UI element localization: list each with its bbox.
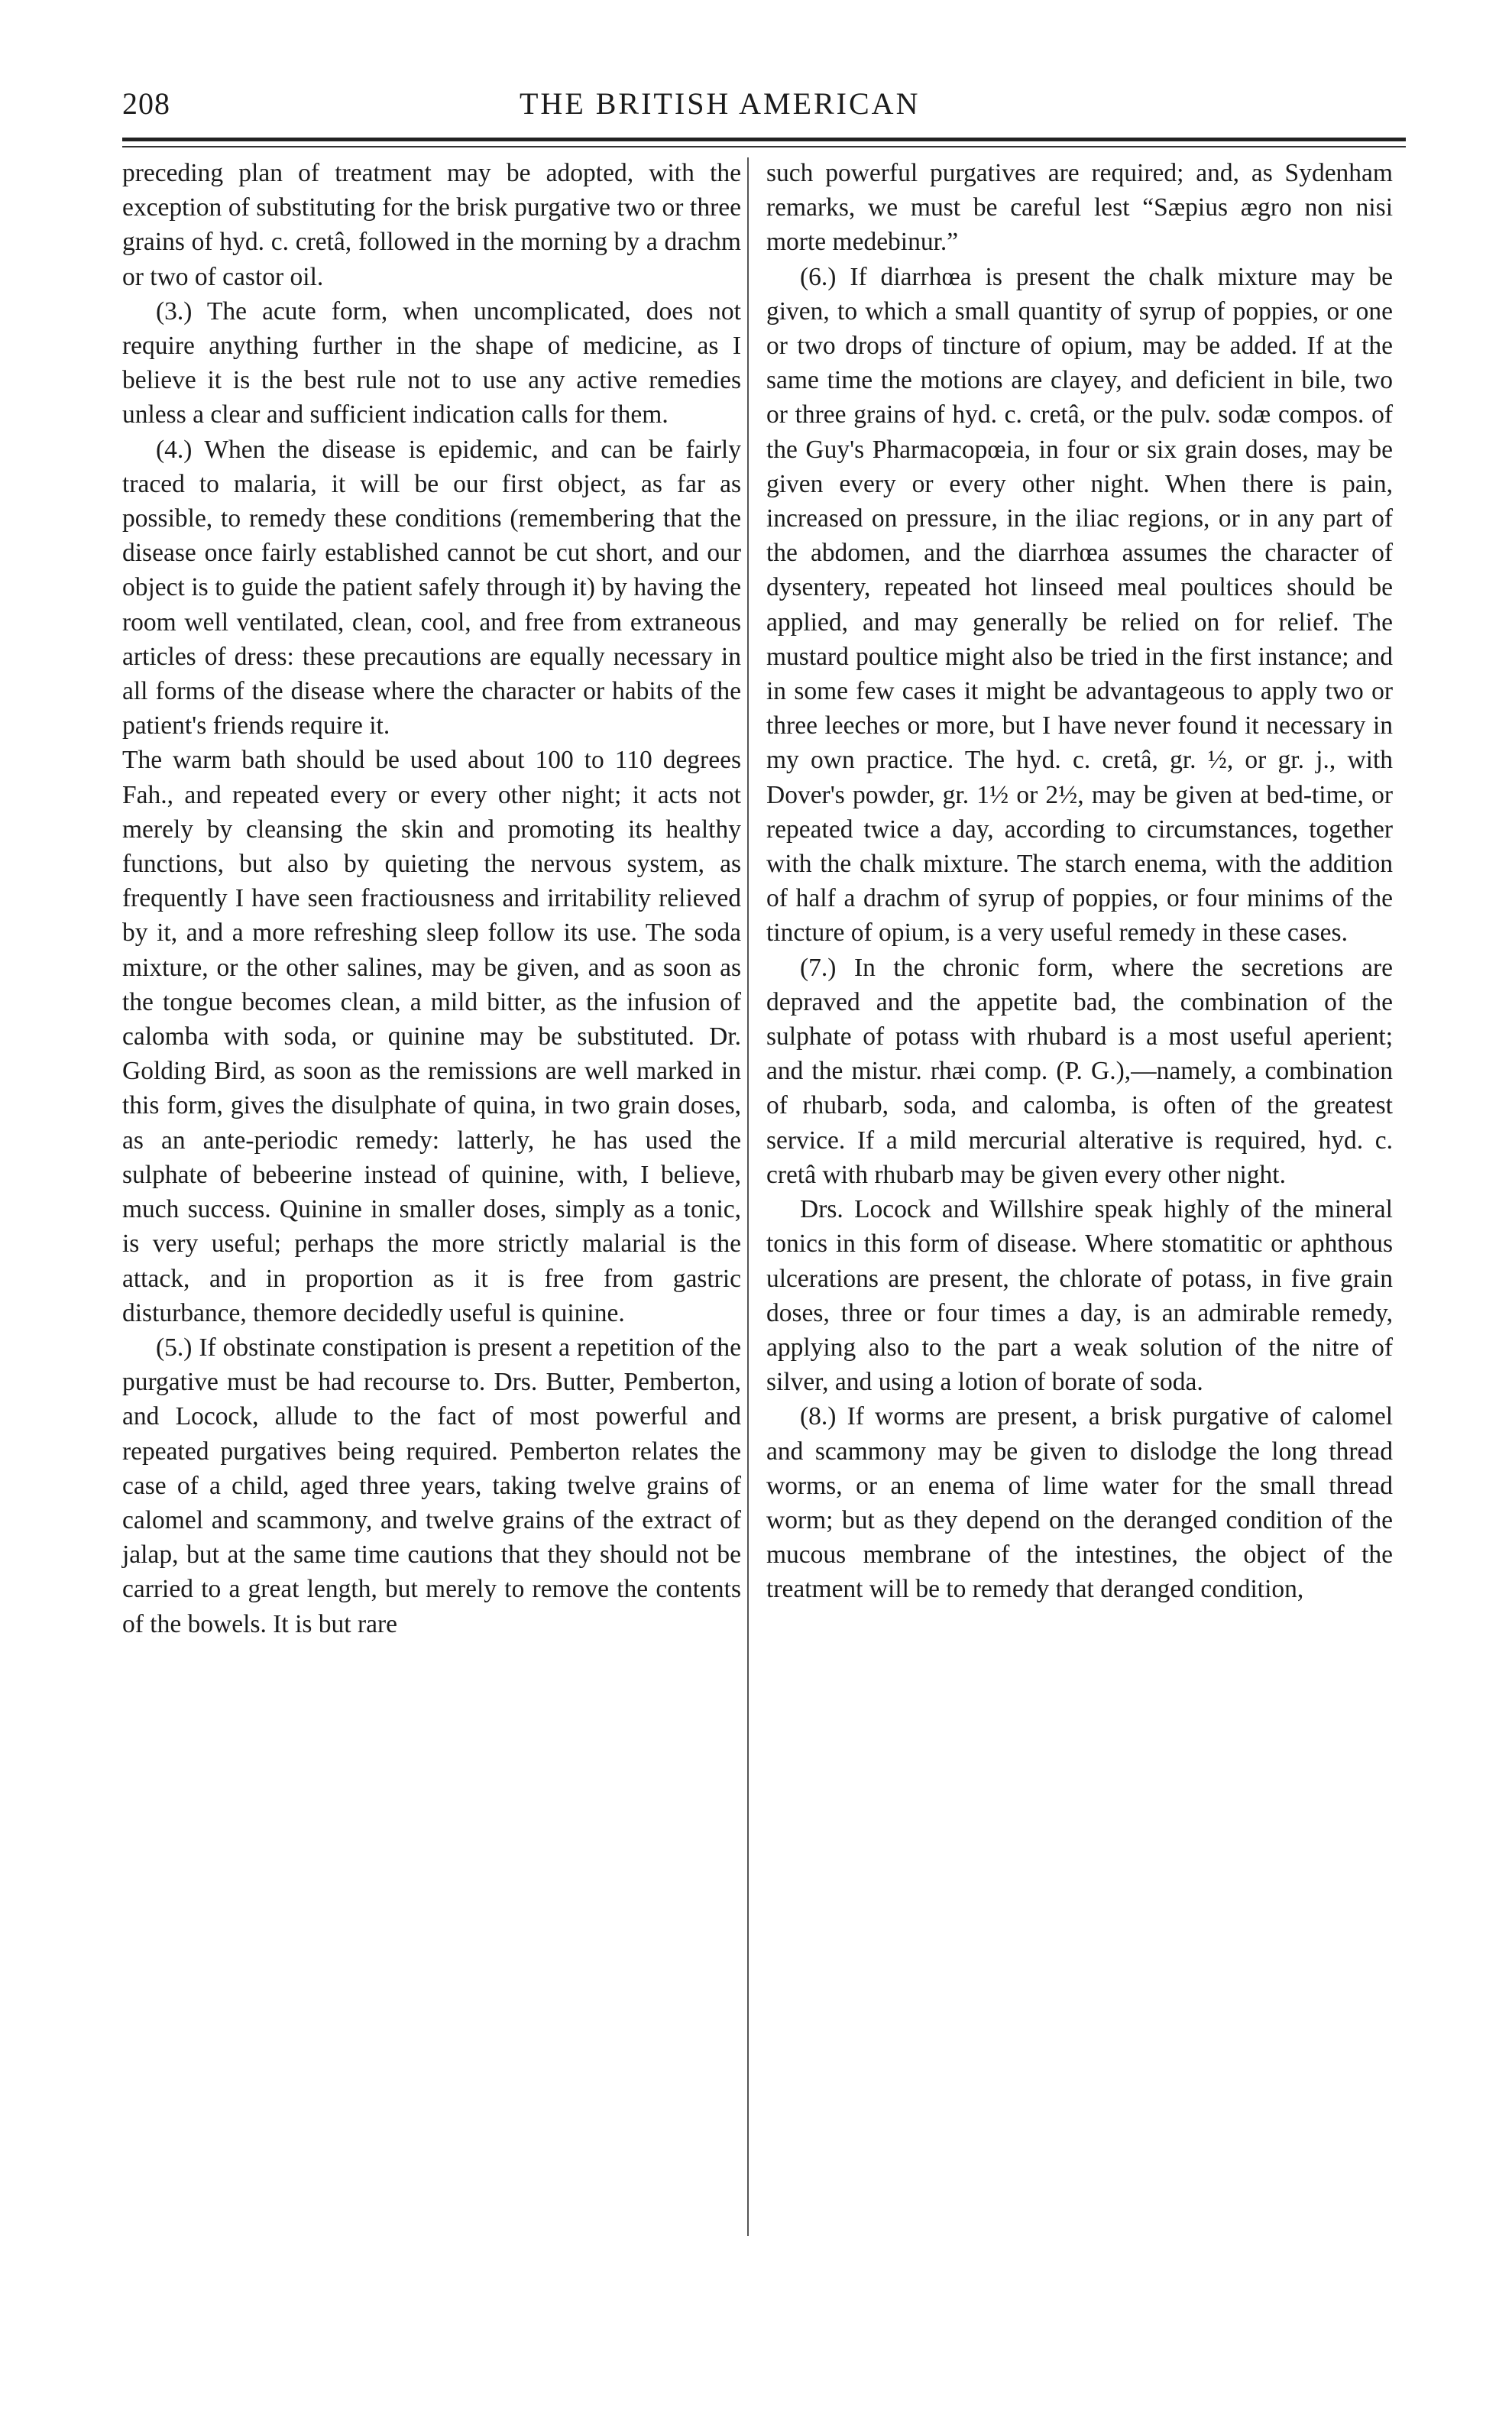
paragraph: (4.) When the disease is epidemic, and can be fairly traced to malaria, it will be our first object, as far as possible, to remedy these conditions (remembering that the disease once fairly established cannot be cut short, and our object is to guide the patient safely through it) by having the room well ventilated, clean, cool, and free from extraneous articles of dress: these precautions are equally necessary in all forms of the disease where the character or habits of the patient's friends require it. [122, 435, 741, 740]
left-column [122, 156, 741, 1641]
paragraph: (6.) If diarrhœa is present the chalk mixture may be given, to which a small quantity of syrup of poppies, or one or two drops of tincture of opium, may be added. If at the same time the motions are clayey, and deficient in bile, two or three grains of hyd. c. cretâ, or the pulv. sodæ compos. of the Guy's Pharmacopœia, in four or six grain doses, may be given every or every other night. When there is pain, increased on pressure, in the iliac regions, or in any part of the abdomen, and the diarrhœa assumes the character of dysentery, repeated hot linseed meal poultices should be applied, and may generally be relied on for relief. The mustard poultice might also be tried in the first instance; and in some few cases it might be advantageous to apply two or three leeches or more, but I have never found it necessary in my own practice. The hyd. c. cretâ, gr. ½, or gr. j., with Dover's powder, gr. 1½ or 2½, may be given at bed-time, or repeated twice a day, according to circumstances, together with the chalk mixture. The starch enema, with the addition of half a drachm of syrup of poppies, or four minims of the tincture of opium, is a very useful remedy in these cases. [766, 262, 1393, 948]
paragraph: (3.) The acute form, when uncomplicated, does not require anything further in the shape of medicine, as I believe it is the best rule not to use any active remedies unless a clear and sufficient indication calls for them. [122, 296, 741, 429]
paragraph: (7.) In the chronic form, where the secretions are depraved and the appetite bad, the combination of the sulphate of potass with rhubard is a most useful aperient; and the mistur. rhæi comp. (P. G.),—namely, a combination of rhubarb, soda, and calomba, is often of the greatest service. If a mild mercurial alterative is required, hyd. c. cretâ with rhubarb may be given every other night. [766, 953, 1393, 1189]
paragraph: (5.) If obstinate constipation is present a repetition of the purgative must be had recourse to. Drs. Butter, Pemberton, and Locock, allude to the fact of most powerful and repeated purgatives being required. Pemberton relates the case of a child, aged three years, taking twelve grains of calomel and scammony, and twelve grains of the extract of jalap, but at the same time cautions that they should not be carried to a great length, but merely to remove the contents of the bowels. It is but rare [122, 1333, 741, 1638]
column-divider [747, 157, 749, 2236]
running-head [122, 83, 1421, 128]
paragraph: (8.) If worms are present, a brisk purgative of calomel and scammony may be given to dislodge the long thread worms, or an enema of lime water for the small thread worm; but as they depend on the deranged condition of the mucous membrane of the intestines, the object of the treatment will be to remedy that deranged condition, [766, 1402, 1393, 1604]
header-rule-thick [122, 138, 1406, 141]
running-title: THE BRITISH AMERICAN [520, 86, 921, 121]
right-column [766, 156, 1393, 1607]
paragraph: preceding plan of treatment may be adopted, with the exception of substituting for the brisk purgative two or three grains of hyd. c. cretâ, followed in the morning by a drachm or two of castor oil. [122, 159, 741, 291]
page-number: 208 [122, 86, 170, 121]
paragraph: Drs. Locock and Willshire speak highly of the mineral tonics in this form of disease. Where stomatitic or aphthous ulcerations are present, the chlorate of potass, in five grain doses, three or four times a day, is an admirable remedy, applying also to the part a weak solution of the nitre of silver, and using a lotion of borate of soda. [766, 1195, 1393, 1397]
paragraph: The warm bath should be used about 100 to 110 degrees Fah., and repeated every or every other night; it acts not merely by cleansing the skin and promoting its healthy functions, but also by quieting the nervous system, as frequently I have seen fractiousness and irritability relieved by it, and a more refreshing sleep follow its use. The soda mixture, or the other salines, may be given, and as soon as the tongue becomes clean, a mild bitter, as the infusion of calomba with soda, or quinine may be substituted. Dr. Golding Bird, as soon as the remissions are well marked in this form, gives the disulphate of quina, in two grain doses, as an ante-periodic remedy: latterly, he has used the sulphate of bebeerine instead of quinine, with, I believe, much success. Quinine in smaller doses, simply as a tonic, is very useful; perhaps the more strictly malarial is the attack, and in proportion as it is free from gastric disturbance, themore decidedly useful is quinine. [122, 746, 741, 1327]
header-rule-thin [122, 146, 1406, 147]
paragraph: such powerful purgatives are required; and, as Sydenham remarks, we must be careful lest “Sæpius ægro non nisi morte medebinur.” [766, 159, 1393, 257]
